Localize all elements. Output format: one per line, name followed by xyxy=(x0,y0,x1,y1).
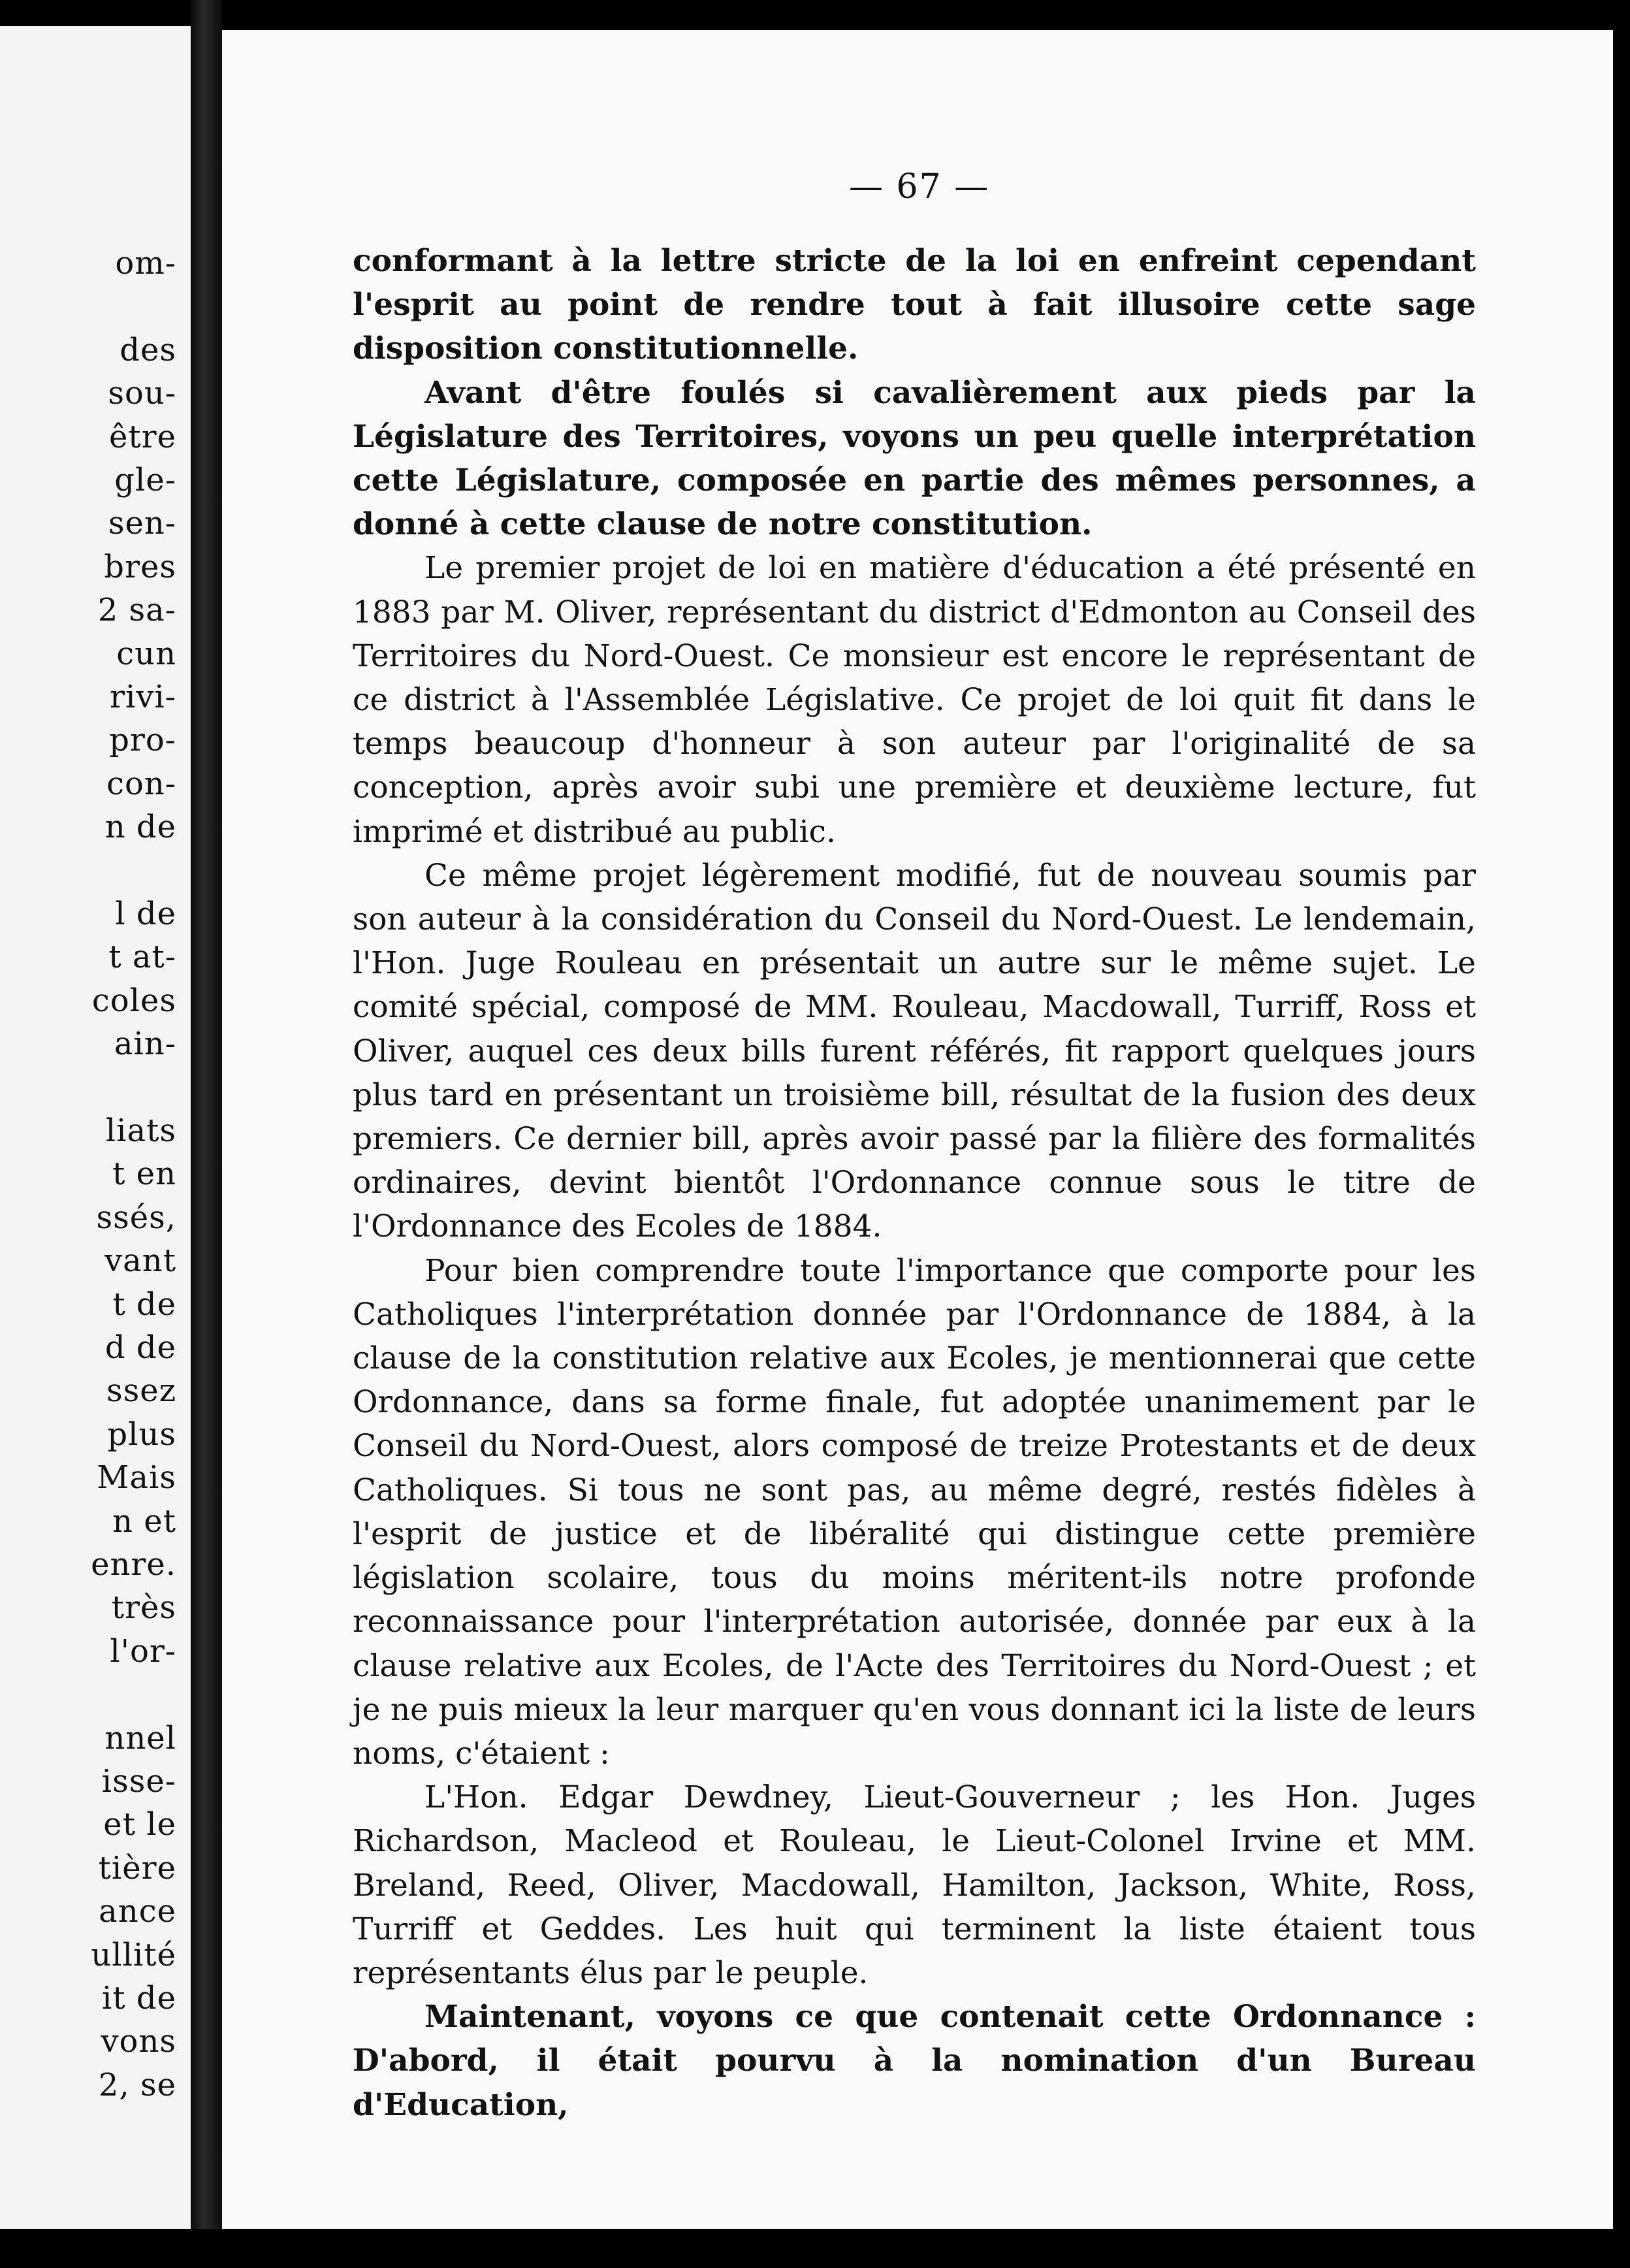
facing-page-fragment: plus xyxy=(107,1416,176,1453)
facing-page-fragment: n de xyxy=(104,809,176,846)
facing-page-fragment: ssés, xyxy=(96,1199,176,1236)
facing-page-fragment: bres xyxy=(104,548,176,585)
facing-page-fragment: isse- xyxy=(101,1763,176,1800)
facing-page-fragment: Mais xyxy=(97,1459,176,1497)
paragraph-2: Avant d'être foulés si cavalièrement aux pieds par la Législature des Territoires, voyons un peu quelle interprétation cette Législature, composée en partie des mêmes personnes, a donné à cette clause de notre constitution. xyxy=(353,374,1476,543)
facing-page-fragment: ance xyxy=(99,1893,176,1930)
facing-page-fragment: coles xyxy=(91,982,176,1019)
facing-page-fragment: d de xyxy=(104,1329,176,1366)
scan-top-border xyxy=(0,0,1630,26)
facing-page-fragment: ullité xyxy=(91,1936,176,1973)
facing-page-fragment: sen- xyxy=(108,505,176,542)
facing-page-fragment: vant xyxy=(104,1242,176,1280)
facing-page-fragment: l'or- xyxy=(110,1632,176,1670)
facing-page-fragment: t at- xyxy=(108,939,176,976)
scan-right-border xyxy=(1613,0,1630,2268)
book-page xyxy=(222,30,1613,2229)
facing-page-fragment: t en xyxy=(112,1156,176,1193)
facing-page-fragment: très xyxy=(111,1589,176,1627)
facing-page-fragment: tière xyxy=(98,1849,176,1887)
facing-page-fragment: pro- xyxy=(109,722,176,759)
facing-page-fragment: 2 sa- xyxy=(97,592,176,629)
paragraph-7: Maintenant, voyons ce que contenait cette Ordonnance : D'abord, il était pourvu à la nomination d'un Bureau d'Education, xyxy=(353,1999,1476,2123)
paragraph-1: conformant à la lettre stricte de la loi en enfreint cependant l'esprit au point de rendre tout à fait illusoire cette sage disposition constitutionnelle. xyxy=(353,243,1476,367)
facing-page-fragment: des xyxy=(120,331,176,368)
facing-page-fragment: cun xyxy=(116,635,176,672)
facing-page-fragment: sou- xyxy=(108,375,176,412)
facing-page-fragment: it de xyxy=(101,1980,176,2017)
facing-page-fragment: nnel xyxy=(104,1719,176,1757)
book-gutter xyxy=(191,0,222,2268)
facing-page-fragment: ssez xyxy=(106,1372,176,1410)
facing-page-fragment: être xyxy=(108,418,176,455)
paragraph-4: Ce même projet légèrement modifié, fut de nouveau soumis par son auteur à la considération du Conseil du Nord-Ouest. Le lendemain, l'Hon. Juge Rouleau en présentait un autre sur le même sujet. Le comité spécial, composé de MM. Rouleau, Macdowall, Turriff, Ross et Oliver, auquel ces deux bills furent référés, fit rapport quelques jours plus tard en présentant un troisième bill, résultat de la fusion des deux premiers. Ce dernier bill, après avoir passé par la filière des formalités ordinaires, devint bientôt l'Ordonnance connue sous le titre de l'Ordonnance des Ecoles de 1884. xyxy=(353,857,1476,1245)
facing-page-left xyxy=(0,26,191,2229)
facing-page-fragment: ain- xyxy=(114,1026,176,1063)
facing-page-fragment: con- xyxy=(106,765,176,802)
facing-page-fragment: enre. xyxy=(91,1546,176,1583)
facing-page-fragment: om- xyxy=(115,245,176,282)
facing-page-fragment: n et xyxy=(112,1502,176,1540)
facing-page-fragment: l de xyxy=(115,896,176,932)
facing-page-fragment: t de xyxy=(112,1286,176,1323)
facing-page-fragment: vons xyxy=(101,2023,176,2060)
paragraph-6: L'Hon. Edgar Dewdney, Lieut-Gouverneur ; les Hon. Juges Richardson, Macleod et Rouleau, le Lieut-Colonel Irvine et MM. Breland, Reed, Oliver, Macdowall, Hamilton, Jackson, White, Ross, Turriff et Geddes. Les huit qui terminent la liste étaient tous représentants élus par le peuple. xyxy=(353,1779,1476,1991)
facing-page-fragment: rivi- xyxy=(110,679,176,715)
page-number: — 67 — xyxy=(849,167,990,206)
facing-page-fragment: gle- xyxy=(114,462,176,498)
facing-page-fragment: et le xyxy=(103,1806,176,1843)
paragraph-5: Pour bien comprendre toute l'importance que comporte pour les Catholiques l'interprétation donnée par l'Ordonnance de 1884, à la clause de la constitution relative aux Ecoles, je mentionnerai que cette Ordonnance, dans sa forme finale, fut adoptée unanimement par le Conseil du Nord-Ouest, alors composé de treize Protestants et de deux Catholiques. Si tous ne sont pas, au même degré, restés fidèles à l'esprit de justice et de libéralité qui distingue cette première législation scolaire, tous du moins méritent-ils notre profonde reconnaissance pour l'interprétation autorisée, donnée par eux à la clause relative aux Ecoles, de l'Acte des Territoires du Nord-Ouest ; et je ne puis mieux la leur marquer qu'en vous donnant ici la liste de leurs noms, c'étaient : xyxy=(353,1252,1476,1772)
scan-bottom-border xyxy=(0,2229,1630,2268)
paragraph-3: Le premier projet de loi en matière d'éducation a été présenté en 1883 par M. Oliver, représentant du district d'Edmonton au Conseil des Territoires du Nord-Ouest. Ce monsieur est encore le représentant de ce district à l'Assemblée Législative. Ce projet de loi quit fit dans le temps beaucoup d'honneur à son auteur par l'originalité de sa conception, après avoir subi une première et deuxième lecture, fut imprimé et distribué au public. xyxy=(353,550,1476,850)
facing-page-fragment: liats xyxy=(105,1112,176,1149)
page-body xyxy=(353,239,1476,2127)
facing-page-fragment: 2, se xyxy=(98,2066,176,2103)
